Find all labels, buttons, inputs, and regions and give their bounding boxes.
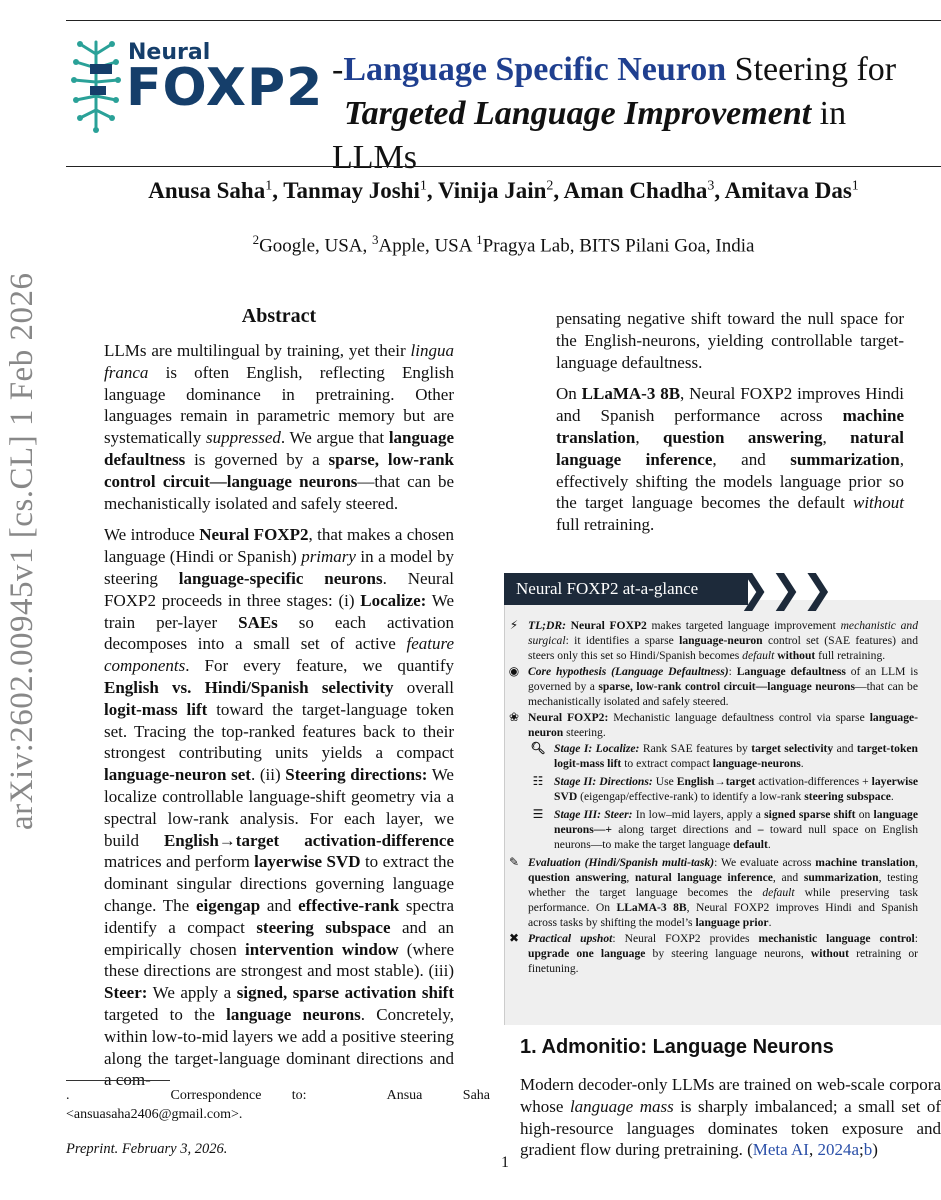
abstract-heading: Abstract: [241, 305, 317, 327]
abstract-right-column: [556, 308, 904, 546]
author: Tanmay Joshi: [283, 178, 420, 203]
sliders-icon: ☰: [532, 807, 544, 821]
section-1-text: Modern decoder-only LLMs are trained on web-scale corpora whose language mass is sharply imbalanced; a small set of high-resource languages dominates token exposure and gradient flow during pretraining. (Meta AI, 2024a;b): [520, 1075, 941, 1160]
network-icon: ☷: [532, 774, 544, 788]
abstract-paragraph-2: We introduce Neural FOXP2, that makes a chosen language (Hindi or Spanish) primary in a model by steering language-specific neurons. Neural FOXP2 proceeds in three stages: (i) Localize: We train per-layer SAEs so each activation decomposes into a small set of active feature components. For every feature, we quantify English vs. Hindi/Spanish selectivity overall logit-mass lift toward the target-language token set. Tracing the top-ranked features back to their strongest contributing units yields a compact language-neuron set. (ii) Steering directions: We localize controllable language-shift geometry via a spectral low-rank analysis. For each layer, we build English→target activation-difference matrices and perform layerwise SVD to extract the dominant singular directions governing language change. The eigengap and effective-rank spectra identify a compact steering subspace and an empirically chosen intervention window (where these directions are strongest and most stable). (iii) Steer: We apply a signed, sparse activation shift targeted to the language neurons. Concretely, within low-to-mid layers we add a positive steering along the target-language dominant directions and a com-: [104, 525, 455, 1090]
search-icon: 🔍︎: [530, 741, 546, 755]
footnote-rule: [66, 1080, 170, 1081]
arxiv-identifier: arXiv:2602.00945v1 [cs.CL] 1 Feb 2026: [4, 272, 40, 830]
tools-icon: ✖: [508, 931, 520, 945]
author-list: Anusa Saha$^1$, Tanmay Joshi$^1$, Vinija Jain$^2$, Aman Chadha$^3$, Amitava Das$^1$: [148, 178, 859, 203]
compass-icon: ◉: [508, 664, 520, 678]
page-number: 1: [501, 1154, 509, 1171]
citation-link[interactable]: 2024a: [817, 1140, 859, 1160]
correspondence-footnote: . Correspondence to: Ansua Saha <ansuasaha2406@gmail.com>.: [66, 1088, 504, 1122]
preprint-date: Preprint. February 3, 2026.: [66, 1141, 228, 1157]
logo-foxp2-text: FOXP2: [126, 58, 324, 118]
neural-foxp2-logo: [66, 30, 324, 138]
section-heading: 1. Admonitio: Language Neurons: [520, 1036, 834, 1058]
circuit-fox-icon: [66, 34, 126, 138]
abstract-paragraph-3: pensating negative shift toward the null space for the English-neurons, yielding controllable target-language defaultness.: [556, 309, 904, 372]
chevrons-icon: ❯❯❯: [738, 567, 834, 611]
author: Vinija Jain: [437, 178, 547, 203]
top-rule: [66, 20, 941, 21]
glance-stage-1: 🔍︎ Stage I: Localize: Rank SAE features by target selectivity and target-token logit-mass lift to extract compact language-neurons.: [530, 741, 918, 770]
author: Anusa Saha: [148, 178, 266, 203]
abstract-left-column: [104, 340, 454, 1101]
paper-title: -Language Specific Neuron Steering for Targeted Language Improvement in LLMs: [332, 51, 897, 176]
affiliations: $^2$Google, USA, $^3$Apple, USA $^1$Pragya Lab, BITS Pilani Goa, India: [252, 232, 755, 257]
brain-icon: ❀: [508, 710, 520, 724]
lightning-icon: ⚡: [509, 618, 519, 632]
abstract-paragraph-1: LLMs are multilingual by training, yet their lingua franca is often English, reflecting English language dominance in pretraining. Other languages remain in parametric memory but are systematically suppressed. We argue that language defaultness is governed by a sparse, low-rank control circuit—language neurons—that can be mechanistically isolated and safely steered.: [104, 341, 454, 513]
citation-link[interactable]: Meta AI: [752, 1140, 809, 1160]
citation-link[interactable]: b: [863, 1140, 873, 1160]
logo-neural-text: Neural: [128, 40, 211, 65]
glance-neural-foxp2: ❀ Neural FOXP2: Mechanistic language defaultness control via sparse language-neuron steering.: [528, 710, 918, 740]
glance-upshot: ✖ Practical upshot: Neural FOXP2 provides mechanistic language control: upgrade one language by steering language neurons, without retraining or finetuning.: [528, 931, 918, 976]
glance-evaluation: ✎ Evaluation (Hindi/Spanish multi-task): We evaluate across machine translation, question answering, natural language inference, and summarization, testing whether the target language becomes the default while preserving task performance. On LLaMA-3 8B, Neural FOXP2 improves Hindi and Spanish across tasks by shifting the model’s language prior.: [528, 855, 918, 930]
pencil-icon: ✎: [508, 855, 520, 869]
author: Amitava Das: [724, 178, 852, 203]
glance-hypothesis: ◉ Core hypothesis (Language Defaultness): Language defaultness of an LLM is governed by a sparse, low-rank control circuit—language neurons—that can be mechanistically isolated and safely steered.: [528, 664, 918, 709]
glance-stage-2: ☷ Stage II: Directions: Use English→target activation-differences + layerwise SVD (eigengap/effective-rank) to identify a low-rank steering subspace.: [554, 774, 918, 804]
glance-tldr: ⚡ TL;DR: Neural FOXP2 makes targeted language improvement mechanistic and surgical: it identifies a sparse language-neuron control set (SAE features) and steers only this set so Hindi/Spanish becomes default without full retraining.: [528, 618, 918, 663]
author: Aman Chadha: [563, 178, 708, 203]
title-rule: [66, 166, 941, 167]
at-a-glance-body: [508, 618, 919, 977]
at-a-glance-tab: Neural FOXP2 at-a-glance: [504, 573, 748, 605]
glance-stage-3: ☰ Stage III: Steer: In low–mid layers, apply a signed sparse shift on language neurons—+ along target directions and – toward null space on English neurons—to make the target language default.: [554, 807, 918, 852]
abstract-paragraph-4: On LLaMA-3 8B, Neural FOXP2 improves Hindi and Spanish performance across machine translation, question answering, natural language inference, and summarization, effectively shifting the models language prior so the target language becomes the default without full retraining.: [556, 384, 905, 535]
